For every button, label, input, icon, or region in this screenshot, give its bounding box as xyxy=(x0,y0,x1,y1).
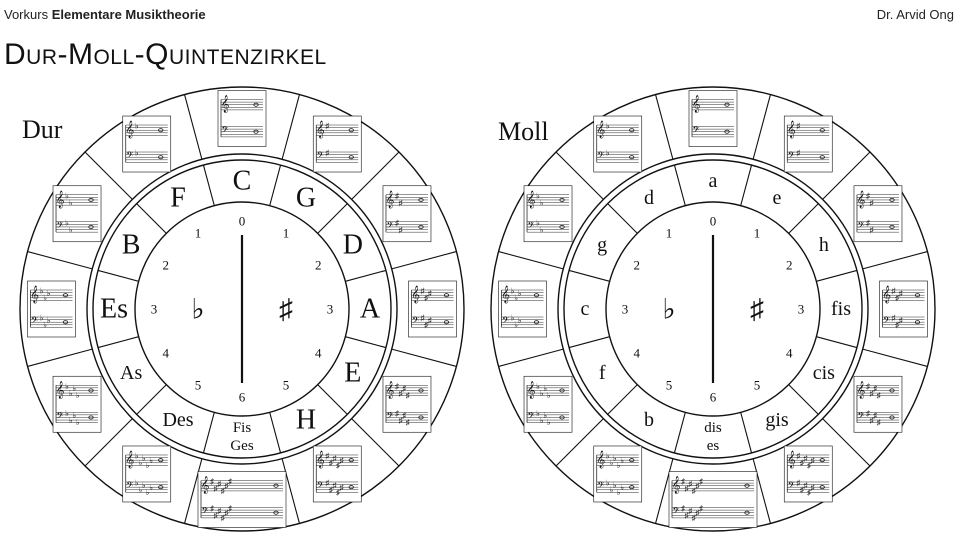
treble-clef-icon: 𝄞 xyxy=(200,477,210,494)
sharp-sign-icon: ♯ xyxy=(869,388,874,398)
key-signature-staff xyxy=(53,186,101,242)
sharp-sign-icon: ♯ xyxy=(224,508,229,518)
accidental-count: 3 xyxy=(797,301,805,317)
key-signature-staff xyxy=(123,116,171,172)
flat-sign-icon: ♭ xyxy=(46,288,51,298)
accidental-count: 2 xyxy=(633,257,641,273)
sharp-sign-icon: ♯ xyxy=(220,513,225,523)
circle-label: Dur xyxy=(22,115,63,144)
sharp-sign-icon: ♯ xyxy=(865,191,870,201)
accidental-count: 4 xyxy=(314,345,322,361)
flat-sign-icon: ♭ xyxy=(605,148,610,158)
sharp-sign-icon: ♯ xyxy=(869,225,874,235)
key-label: dis xyxy=(704,420,722,436)
bass-clef-icon: 𝄢 xyxy=(126,151,134,164)
sharp-sign-icon: ♯ xyxy=(398,225,403,235)
bass-clef-icon: 𝄢 xyxy=(597,481,605,494)
key-signature-staff xyxy=(499,281,547,337)
bass-clef-icon: 𝄢 xyxy=(201,506,209,519)
flat-sign-icon: ♭ xyxy=(149,483,154,493)
sharp-sign-icon: ♯ xyxy=(681,504,685,513)
flat-sign-icon: ♭ xyxy=(142,480,146,490)
accidental-count: 4 xyxy=(162,345,170,361)
flat-sign-icon: ♭ xyxy=(546,391,551,401)
sharp-sign-icon: ♯ xyxy=(210,504,214,513)
accidental-count: 3 xyxy=(150,301,158,317)
author-name: Dr. Arvid Ong xyxy=(876,7,954,22)
page-title: Dur-Moll-Quintenzirkel xyxy=(4,38,327,71)
sharp-sign-icon: ♯ xyxy=(217,506,222,516)
flat-sign-icon: ♭ xyxy=(510,313,515,323)
sharp-sign-icon: ♯ xyxy=(895,320,900,330)
flat-sign-icon: ♭ xyxy=(609,485,614,495)
sharp-sign-icon: ♯ xyxy=(332,480,337,490)
treble-clef-icon: 𝄞 xyxy=(55,191,65,208)
key-signature-staff xyxy=(409,281,457,337)
accidental-count: 1 xyxy=(194,225,202,241)
key-signature-staff xyxy=(198,472,286,528)
sharp-sign-icon: ♯ xyxy=(325,451,330,461)
flat-sign-icon: ♭ xyxy=(145,460,150,470)
course-title: Elementare Musiktheorie xyxy=(51,7,206,22)
treble-clef-icon: 𝄞 xyxy=(526,382,536,399)
flat-sign-icon: ♭ xyxy=(138,485,143,495)
sharp-sign-icon: ♯ xyxy=(394,191,399,201)
accidental-count: 4 xyxy=(633,345,641,361)
flat-sign-icon: ♭ xyxy=(75,418,80,428)
sharp-sign-icon: ♯ xyxy=(681,477,685,486)
sharp-sign-icon: ♯ xyxy=(220,486,225,496)
bass-clef-icon: 𝄢 xyxy=(882,316,891,329)
key-label: es xyxy=(706,438,720,454)
sharp-sign-icon: ♯ xyxy=(688,506,693,516)
flat-sign-icon: ♭ xyxy=(68,225,73,235)
sharp-sign-icon: ♯ xyxy=(336,487,341,497)
sharp-sign-icon: ♯ xyxy=(427,315,432,325)
flat-sign-icon: ♭ xyxy=(539,415,544,425)
accidental-count: 3 xyxy=(326,301,334,317)
treble-clef-icon: 𝄞 xyxy=(786,452,796,469)
flat-sign-icon: ♭ xyxy=(539,388,544,398)
flat-sign-icon: ♭ xyxy=(605,451,610,461)
bass-clef-icon: 𝄢 xyxy=(126,481,134,494)
treble-clef-icon: 𝄞 xyxy=(55,382,65,399)
sharp-sign-icon: ♯ xyxy=(803,453,808,463)
flat-sign-icon: ♭ xyxy=(134,478,139,488)
key-label: d xyxy=(644,187,654,210)
flat-sign-icon: ♭ xyxy=(43,293,47,303)
key-signature-staff xyxy=(123,446,171,502)
key-label: D xyxy=(342,229,363,261)
key-label: E xyxy=(344,357,362,389)
flat-sign-icon: ♭ xyxy=(616,460,621,470)
flat-sign-icon: ♭ xyxy=(72,384,77,394)
key-label: Fis xyxy=(232,420,252,436)
key-label: cis xyxy=(812,362,835,384)
sharp-sign-icon: ♯ xyxy=(865,408,870,418)
key-label: F xyxy=(170,182,186,214)
bass-clef-icon: 𝄢 xyxy=(501,316,510,329)
accidental-count: 0 xyxy=(709,213,717,229)
flat-sign-icon: ♭ xyxy=(68,388,73,398)
key-label: b xyxy=(644,408,654,431)
treble-clef-icon: 𝄞 xyxy=(125,452,135,469)
sharp-sign-icon: ♯ xyxy=(865,381,870,391)
flat-sign-icon: ♭ xyxy=(536,408,540,418)
sharp-sign-icon: ♯ xyxy=(328,458,333,468)
bass-clef-icon: 𝄢 xyxy=(411,316,420,329)
sharp-sign-icon: ♯ xyxy=(695,508,700,518)
bass-clef-icon: 𝄢 xyxy=(221,125,229,138)
key-label: fis xyxy=(831,298,851,320)
sharp-sign-icon: ♯ xyxy=(799,485,804,495)
flat-sign-icon: ♭ xyxy=(616,487,621,497)
sharp-sign-icon: ♯ xyxy=(424,320,429,330)
sharp-sign-icon: ♯ xyxy=(876,418,881,428)
treble-clef-icon: 𝄞 xyxy=(671,477,681,494)
sharp-sign-icon: ♯ xyxy=(398,198,403,208)
key-signature-staff xyxy=(313,446,361,502)
flat-sign-icon: ♭ xyxy=(514,293,518,303)
key-label: C xyxy=(232,165,252,197)
sharp-sign-icon: ♯ xyxy=(336,460,341,470)
treble-clef-icon: 𝄞 xyxy=(125,122,135,139)
flat-sign-icon: ♭ xyxy=(39,286,44,296)
sharp-sign-icon: ♯ xyxy=(427,288,432,298)
key-label: As xyxy=(120,362,143,384)
flat-sign-icon: ♭ xyxy=(613,453,617,463)
flat-sign-icon: ♭ xyxy=(536,218,540,228)
flat-sign-icon: ♭ xyxy=(65,191,69,201)
sharp-sign-icon: ♯ xyxy=(228,477,232,486)
treble-clef-icon: 𝄞 xyxy=(526,191,536,208)
bass-clef-icon: 𝄢 xyxy=(672,506,680,519)
key-signature-staff xyxy=(28,281,76,337)
circle-label: Moll xyxy=(498,117,549,146)
sharp-sign-icon: ♯ xyxy=(339,483,344,493)
key-signature-staff xyxy=(669,472,757,528)
flat-sign-icon: ♭ xyxy=(65,381,69,391)
flat-sign-icon: ♭ xyxy=(543,411,548,421)
key-signature-staff xyxy=(524,186,572,242)
sharp-sign-icon: ♯ xyxy=(213,511,218,521)
sharp-sign-icon: ♯ xyxy=(279,294,293,326)
sharp-sign-icon: ♯ xyxy=(796,451,801,461)
treble-clef-icon: 𝄞 xyxy=(856,191,866,208)
sharp-sign-icon: ♯ xyxy=(688,479,693,489)
bass-clef-icon: 𝄢 xyxy=(857,411,865,424)
sharp-sign-icon: ♯ xyxy=(807,487,812,497)
accidental-count: 2 xyxy=(785,257,793,273)
flat-sign-icon: ♭ xyxy=(510,286,515,296)
sharp-sign-icon: ♯ xyxy=(228,504,232,513)
flat-sign-icon: ♭ xyxy=(539,198,544,208)
sharp-sign-icon: ♯ xyxy=(210,477,214,486)
bass-clef-icon: 𝄢 xyxy=(386,220,394,233)
sharp-sign-icon: ♯ xyxy=(394,218,399,228)
key-signature-staff xyxy=(594,116,642,172)
sharp-sign-icon: ♯ xyxy=(402,384,407,394)
flat-sign-icon: ♭ xyxy=(72,411,77,421)
treble-clef-icon: 𝄞 xyxy=(786,122,796,139)
accidental-count: 6 xyxy=(238,389,246,405)
sharp-sign-icon: ♯ xyxy=(394,381,399,391)
circle-moll xyxy=(491,87,935,531)
flat-sign-icon: ♭ xyxy=(609,458,614,468)
accidental-count: 2 xyxy=(314,257,322,273)
treble-clef-icon: 𝄞 xyxy=(596,122,606,139)
accidental-count: 2 xyxy=(162,257,170,273)
key-label: h xyxy=(818,234,829,256)
flat-sign-icon: ♭ xyxy=(138,458,143,468)
key-label: Des xyxy=(162,408,194,431)
sharp-sign-icon: ♯ xyxy=(691,513,696,523)
key-label: f xyxy=(598,362,606,384)
bass-clef-icon: 𝄢 xyxy=(56,411,64,424)
accidental-count: 1 xyxy=(753,225,761,241)
bass-clef-icon: 𝄢 xyxy=(597,151,605,164)
flat-sign-icon: ♭ xyxy=(191,294,205,326)
sharp-sign-icon: ♯ xyxy=(750,294,764,326)
key-label: a xyxy=(708,170,718,192)
bass-clef-icon: 𝄢 xyxy=(857,220,865,233)
sharp-sign-icon: ♯ xyxy=(394,408,399,418)
key-signature-staff xyxy=(313,116,361,172)
sharp-sign-icon: ♯ xyxy=(796,148,801,158)
key-signature-staff xyxy=(383,186,431,242)
sharp-sign-icon: ♯ xyxy=(873,384,878,394)
sharp-sign-icon: ♯ xyxy=(213,484,218,494)
sharp-sign-icon: ♯ xyxy=(876,391,881,401)
accidental-count: 5 xyxy=(282,377,290,393)
treble-clef-icon: 𝄞 xyxy=(385,191,395,208)
bass-clef-icon: 𝄢 xyxy=(787,151,795,164)
accidental-count: 0 xyxy=(238,213,246,229)
flat-sign-icon: ♭ xyxy=(46,315,51,325)
sharp-sign-icon: ♯ xyxy=(328,485,333,495)
treble-clef-icon: 𝄞 xyxy=(220,96,230,113)
key-signature-staff xyxy=(524,376,572,432)
treble-clef-icon: 𝄞 xyxy=(30,287,39,304)
flat-sign-icon: ♭ xyxy=(613,480,617,490)
sharp-sign-icon: ♯ xyxy=(405,391,410,401)
flat-sign-icon: ♭ xyxy=(546,418,551,428)
sharp-sign-icon: ♯ xyxy=(869,415,874,425)
key-signature-staff xyxy=(784,446,832,502)
sharp-sign-icon: ♯ xyxy=(424,293,429,303)
key-signature-staff xyxy=(53,376,101,432)
flat-sign-icon: ♭ xyxy=(68,198,73,208)
sharp-sign-icon: ♯ xyxy=(796,478,801,488)
bass-clef-icon: 𝄢 xyxy=(787,481,795,494)
sharp-sign-icon: ♯ xyxy=(332,453,337,463)
flat-sign-icon: ♭ xyxy=(142,453,146,463)
flat-sign-icon: ♭ xyxy=(543,384,548,394)
sharp-sign-icon: ♯ xyxy=(325,148,330,158)
key-label: G xyxy=(295,182,317,214)
sharp-sign-icon: ♯ xyxy=(869,198,874,208)
course-prefix: Vorkurs xyxy=(4,7,49,22)
flat-sign-icon: ♭ xyxy=(68,415,73,425)
sharp-sign-icon: ♯ xyxy=(807,460,812,470)
sharp-sign-icon: ♯ xyxy=(224,481,229,491)
flat-sign-icon: ♭ xyxy=(134,121,139,131)
treble-clef-icon: 𝄞 xyxy=(882,287,891,304)
flat-sign-icon: ♭ xyxy=(662,294,676,326)
sharp-sign-icon: ♯ xyxy=(217,479,222,489)
flat-sign-icon: ♭ xyxy=(65,408,69,418)
key-signature-staff xyxy=(880,281,928,337)
sharp-sign-icon: ♯ xyxy=(402,411,407,421)
accidental-count: 5 xyxy=(194,377,202,393)
flat-sign-icon: ♭ xyxy=(536,381,540,391)
accidental-count: 5 xyxy=(753,377,761,393)
flat-sign-icon: ♭ xyxy=(605,478,610,488)
key-label: c xyxy=(580,298,590,320)
flat-sign-icon: ♭ xyxy=(134,451,139,461)
treble-clef-icon: 𝄞 xyxy=(385,382,395,399)
key-label: g xyxy=(597,234,608,256)
sharp-sign-icon: ♯ xyxy=(898,315,903,325)
key-signature-staff xyxy=(689,91,737,147)
key-label: gis xyxy=(765,408,789,431)
sharp-sign-icon: ♯ xyxy=(325,478,330,488)
sharp-sign-icon: ♯ xyxy=(398,388,403,398)
flat-sign-icon: ♭ xyxy=(39,313,44,323)
sharp-sign-icon: ♯ xyxy=(799,458,804,468)
sharp-sign-icon: ♯ xyxy=(898,288,903,298)
sharp-sign-icon: ♯ xyxy=(684,511,689,521)
sharp-sign-icon: ♯ xyxy=(405,418,410,428)
key-signature-staff xyxy=(854,376,902,432)
flat-sign-icon: ♭ xyxy=(539,225,544,235)
sharp-sign-icon: ♯ xyxy=(684,484,689,494)
sharp-sign-icon: ♯ xyxy=(325,121,330,131)
accidental-count: 3 xyxy=(621,301,629,317)
flat-sign-icon: ♭ xyxy=(514,320,518,330)
sharp-sign-icon: ♯ xyxy=(865,218,870,228)
key-label: A xyxy=(359,293,381,325)
sharp-sign-icon: ♯ xyxy=(691,486,696,496)
flat-sign-icon: ♭ xyxy=(75,391,80,401)
treble-clef-icon: 𝄞 xyxy=(315,122,325,139)
treble-clef-icon: 𝄞 xyxy=(691,96,701,113)
flat-sign-icon: ♭ xyxy=(605,121,610,131)
bass-clef-icon: 𝄢 xyxy=(316,481,324,494)
flat-sign-icon: ♭ xyxy=(517,315,522,325)
circle-dur xyxy=(20,87,464,531)
sharp-sign-icon: ♯ xyxy=(699,477,703,486)
sharp-sign-icon: ♯ xyxy=(420,313,425,323)
bass-clef-icon: 𝄢 xyxy=(692,125,700,138)
bass-clef-icon: 𝄢 xyxy=(30,316,39,329)
accidental-count: 5 xyxy=(665,377,673,393)
key-label: H xyxy=(295,404,317,436)
bass-clef-icon: 𝄢 xyxy=(386,411,394,424)
flat-sign-icon: ♭ xyxy=(134,148,139,158)
flat-sign-icon: ♭ xyxy=(517,288,522,298)
accidental-count: 1 xyxy=(665,225,673,241)
key-label: Es xyxy=(100,293,128,325)
flat-sign-icon: ♭ xyxy=(43,320,47,330)
key-label: Ges xyxy=(230,438,254,454)
flat-sign-icon: ♭ xyxy=(620,483,625,493)
sharp-sign-icon: ♯ xyxy=(339,456,344,466)
treble-clef-icon: 𝄞 xyxy=(501,287,510,304)
bass-clef-icon: 𝄢 xyxy=(527,411,535,424)
flat-sign-icon: ♭ xyxy=(149,456,154,466)
sharp-sign-icon: ♯ xyxy=(796,121,801,131)
sharp-sign-icon: ♯ xyxy=(891,286,896,296)
key-signature-staff xyxy=(854,186,902,242)
flat-sign-icon: ♭ xyxy=(145,487,150,497)
sharp-sign-icon: ♯ xyxy=(810,456,815,466)
bass-clef-icon: 𝄢 xyxy=(527,220,535,233)
sharp-sign-icon: ♯ xyxy=(895,293,900,303)
sharp-sign-icon: ♯ xyxy=(695,481,700,491)
treble-clef-icon: 𝄞 xyxy=(315,452,325,469)
flat-sign-icon: ♭ xyxy=(65,218,69,228)
flat-sign-icon: ♭ xyxy=(536,191,540,201)
key-signature-staff xyxy=(383,376,431,432)
flat-sign-icon: ♭ xyxy=(620,456,625,466)
bass-clef-icon: 𝄢 xyxy=(316,151,324,164)
treble-clef-icon: 𝄞 xyxy=(411,287,420,304)
key-signature-staff xyxy=(784,116,832,172)
sharp-sign-icon: ♯ xyxy=(891,313,896,323)
sharp-sign-icon: ♯ xyxy=(699,504,703,513)
key-signature-staff xyxy=(218,91,266,147)
sharp-sign-icon: ♯ xyxy=(398,415,403,425)
key-label: B xyxy=(121,229,141,261)
key-label: e xyxy=(772,187,782,210)
bass-clef-icon: 𝄢 xyxy=(56,220,64,233)
key-signature-staff xyxy=(594,446,642,502)
sharp-sign-icon: ♯ xyxy=(803,480,808,490)
accidental-count: 1 xyxy=(282,225,290,241)
sharp-sign-icon: ♯ xyxy=(873,411,878,421)
sharp-sign-icon: ♯ xyxy=(810,483,815,493)
treble-clef-icon: 𝄞 xyxy=(596,452,606,469)
sharp-sign-icon: ♯ xyxy=(420,286,425,296)
accidental-count: 4 xyxy=(785,345,793,361)
treble-clef-icon: 𝄞 xyxy=(856,382,866,399)
accidental-count: 6 xyxy=(709,389,717,405)
